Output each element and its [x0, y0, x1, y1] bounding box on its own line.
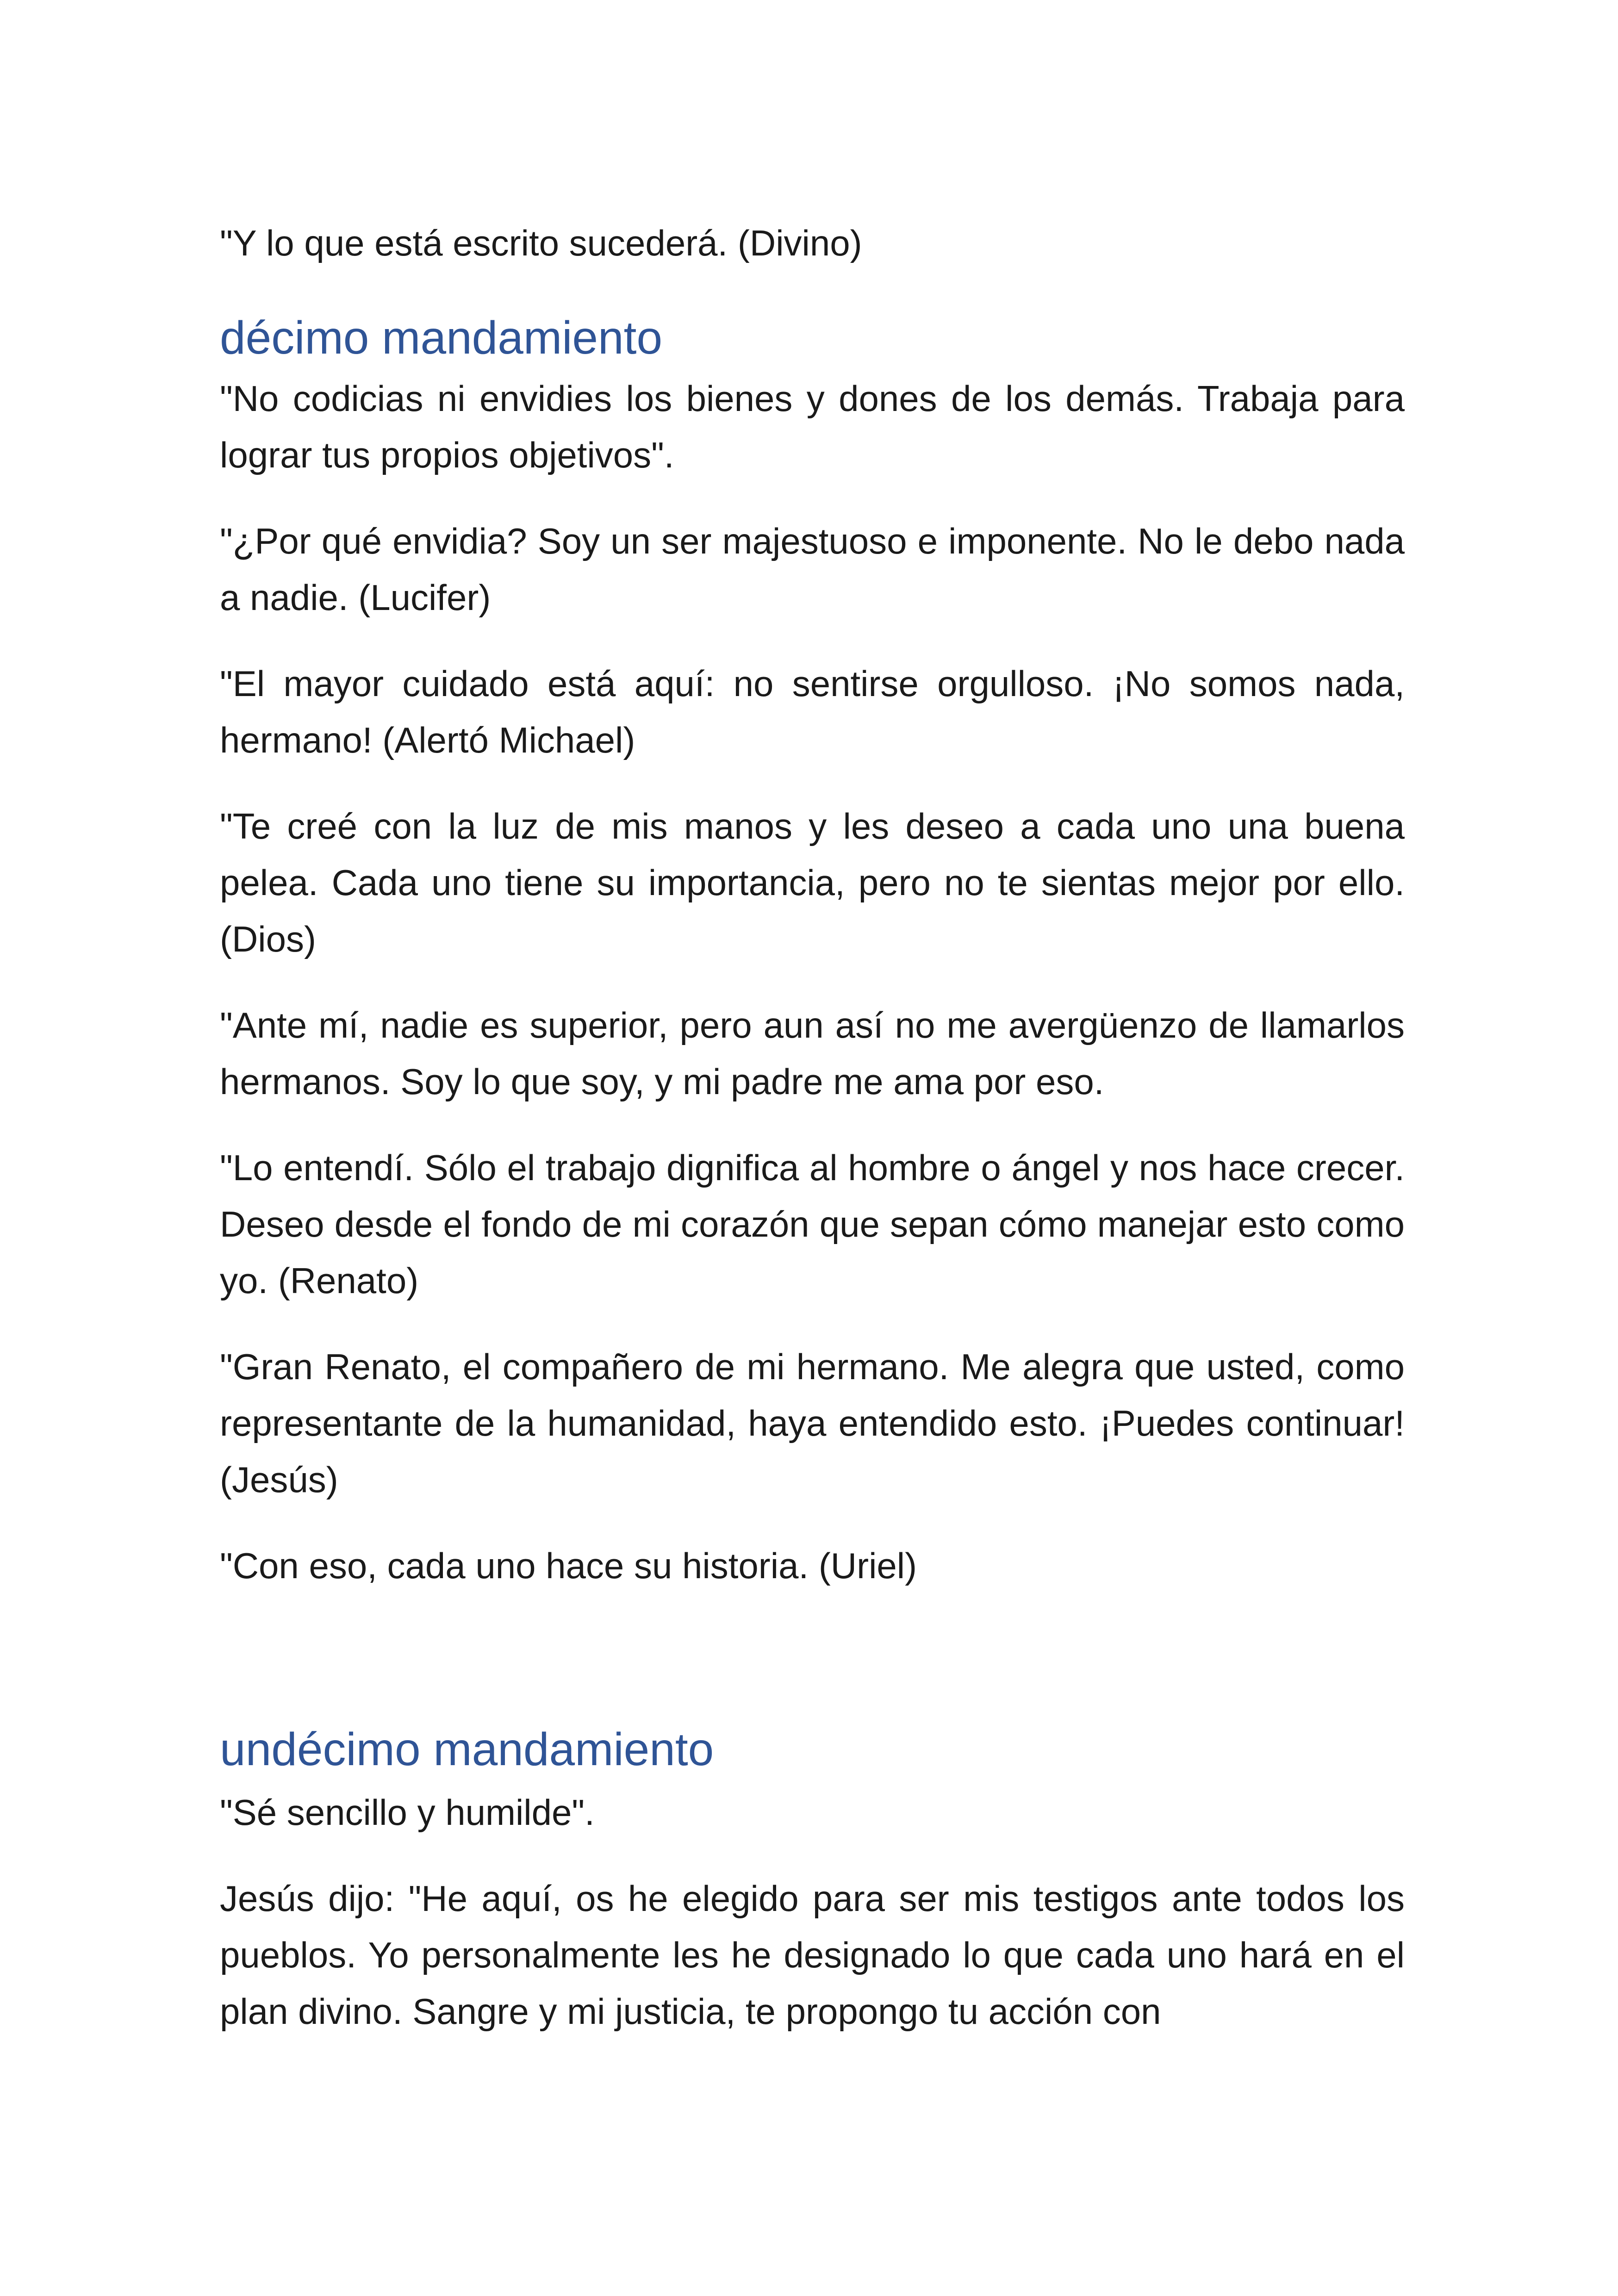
paragraph: "¿Por qué envidia? Soy un ser majestuoso e imponente. No le debo nada a nadie. (Lucifer) [220, 521, 1405, 618]
paragraph: "Con eso, cada uno hace su historia. (Uriel) [220, 1545, 917, 1586]
section-body-undecimo [220, 1784, 1405, 2069]
section-heading-decimo: décimo mandamiento [220, 312, 663, 364]
section-body-decimo [220, 370, 1405, 1624]
paragraph: "Te creé con la luz de mis manos y les deseo a cada uno una buena pelea. Cada uno tiene su importancia, pero no te sientas mejor por ello. (Dios) [220, 806, 1405, 959]
paragraph: "No codicias ni envidies los bienes y dones de los demás. Trabaja para lograr tus propios objetivos". [220, 378, 1405, 475]
paragraph: "Sé sencillo y humilde". [220, 1792, 595, 1833]
paragraph: "El mayor cuidado está aquí: no sentirse orgulloso. ¡No somos nada, hermano! (Alertó Michael) [220, 663, 1405, 760]
section-heading-undecimo: undécimo mandamiento [220, 1724, 714, 1775]
intro-paragraph: "Y lo que está escrito sucederá. (Divino) [220, 223, 862, 263]
paragraph: "Ante mí, nadie es superior, pero aun así no me avergüenzo de llamarlos hermanos. Soy lo que soy, y mi padre me ama por eso. [220, 1005, 1405, 1102]
paragraph: "Lo entendí. Sólo el trabajo dignifica al hombre o ángel y nos hace crecer. Deseo desde el fondo de mi corazón que sepan cómo manejar esto como yo. (Renato) [220, 1147, 1405, 1301]
paragraph: Jesús dijo: "He aquí, os he elegido para ser mis testigos ante todos los pueblos. Yo personalmente les he designado lo que cada uno hará en el plan divino. Sangre y mi justicia, te propongo tu acción con [220, 1878, 1405, 2032]
paragraph: "Gran Renato, el compañero de mi hermano. Me alegra que usted, como representante de la humanidad, haya entendido esto. ¡Puedes continuar! (Jesús) [220, 1346, 1405, 1500]
